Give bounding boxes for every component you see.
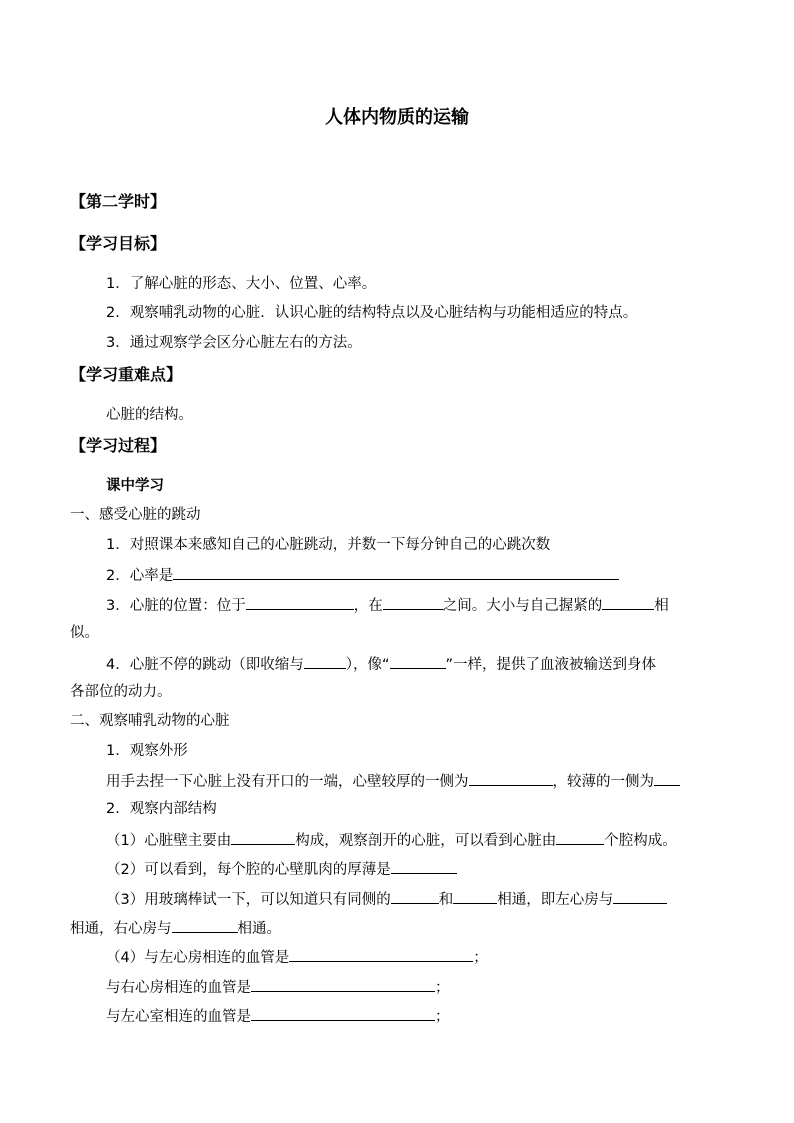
item-1-text: 个腔构成。 (604, 833, 677, 849)
answer-blank[interactable] (613, 888, 667, 904)
period-heading: 【第二学时】 (70, 192, 167, 211)
question-3-text: ，在 (353, 598, 383, 614)
part2-heading: 二、观察哺乳动物的心脏 (70, 713, 230, 729)
answer-blank[interactable] (251, 976, 435, 992)
question-2 (106, 564, 619, 586)
question-1: 1．对照课本来感知自己的心脏跳动，并数一下每分钟自己的心跳次数 (106, 537, 551, 553)
item-1-text: 构成，观察剖开的心脏，可以看到心脏由 (295, 833, 557, 849)
answer-blank[interactable] (556, 829, 604, 845)
question-3-text: 3．心脏的位置：位于 (106, 598, 246, 614)
item-3-text: 相通，即左心房与 (497, 892, 614, 908)
class-study-label: 课中学习 (106, 478, 164, 494)
goal-item: 1．了解心脏的形态、大小、位置、心率。 (106, 276, 377, 292)
item-3-text: （3）用玻璃棒试一下，可以知道只有同侧的 (106, 892, 391, 908)
goals-heading: 【学习目标】 (70, 234, 167, 253)
question-3-continued: 似。 (70, 625, 99, 641)
item-3-text: 和 (438, 892, 454, 908)
semicolon: ； (435, 1009, 450, 1025)
item-4 (106, 946, 488, 968)
answer-blank[interactable] (391, 858, 457, 874)
item-4-text: （4）与左心房相连的血管是 (106, 950, 290, 966)
item-4-text: 与左心室相连的血管是 (106, 1009, 251, 1025)
answer-blank[interactable] (289, 946, 473, 962)
item-3-text: 相通。 (237, 921, 281, 937)
item-2-text: （2）可以看到，每个腔的心壁肌肉的厚薄是 (106, 862, 391, 878)
answer-blank[interactable] (246, 594, 354, 610)
answer-blank[interactable] (469, 770, 553, 786)
item-3-text: 相通，右心房与 (70, 921, 172, 937)
answer-blank[interactable] (602, 594, 654, 610)
item-2 (106, 858, 457, 880)
question-4-text: ”一样，提供了血液被输送到身体 (445, 657, 657, 673)
key-heading: 【学习重难点】 (70, 365, 183, 384)
item-4-left-ventricle (106, 1005, 450, 1027)
item-3-continued (70, 917, 281, 939)
step-2: 2．观察内部结构 (106, 801, 217, 817)
item-1 (106, 829, 677, 851)
semicolon: ； (473, 950, 488, 966)
goal-item: 3．通过观察学会区分心脏左右的方法。 (106, 335, 362, 351)
key-point: 心脏的结构。 (106, 407, 193, 423)
item-4-right-atrium (106, 976, 450, 998)
question-4-continued: 各部位的动力。 (70, 684, 172, 700)
step-1-text: 用手去捏一下心脏上没有开口的一端，心壁较厚的一侧为 (106, 774, 469, 790)
answer-blank[interactable] (654, 770, 680, 786)
question-3-text: 相 (654, 598, 669, 614)
answer-blank[interactable] (251, 1005, 435, 1021)
question-2-text: 2．心率是 (106, 568, 174, 584)
question-3-text: 之间。大小与自己握紧的 (442, 598, 603, 614)
answer-blank[interactable] (390, 653, 446, 669)
question-4-text: 4．心脏不停的跳动（即收缩与 (106, 657, 304, 673)
step-1-text: ，较薄的一侧为 (552, 774, 654, 790)
question-4-text: ），像“ (345, 657, 390, 673)
goal-item: 2．观察哺乳动物的心脏．认识心脏的结构特点以及心脏结构与功能相适应的特点。 (106, 305, 638, 321)
process-heading: 【学习过程】 (70, 436, 167, 455)
answer-blank[interactable] (172, 917, 238, 933)
semicolon: ； (435, 980, 450, 996)
question-4 (106, 653, 656, 675)
answer-blank[interactable] (231, 829, 295, 845)
answer-blank[interactable] (304, 653, 346, 669)
item-3 (106, 888, 667, 910)
step-1: 1．观察外形 (106, 743, 188, 759)
question-3 (106, 594, 669, 616)
answer-blank[interactable] (383, 594, 443, 610)
answer-blank[interactable] (173, 564, 619, 580)
part1-heading: 一、感受心脏的跳动 (70, 507, 201, 523)
page-title: 人体内物质的运输 (325, 107, 469, 128)
item-1-text: （1）心脏壁主要由 (106, 833, 232, 849)
step-1-question (106, 770, 680, 792)
item-4-text: 与右心房相连的血管是 (106, 980, 251, 996)
answer-blank[interactable] (453, 888, 497, 904)
answer-blank[interactable] (391, 888, 439, 904)
